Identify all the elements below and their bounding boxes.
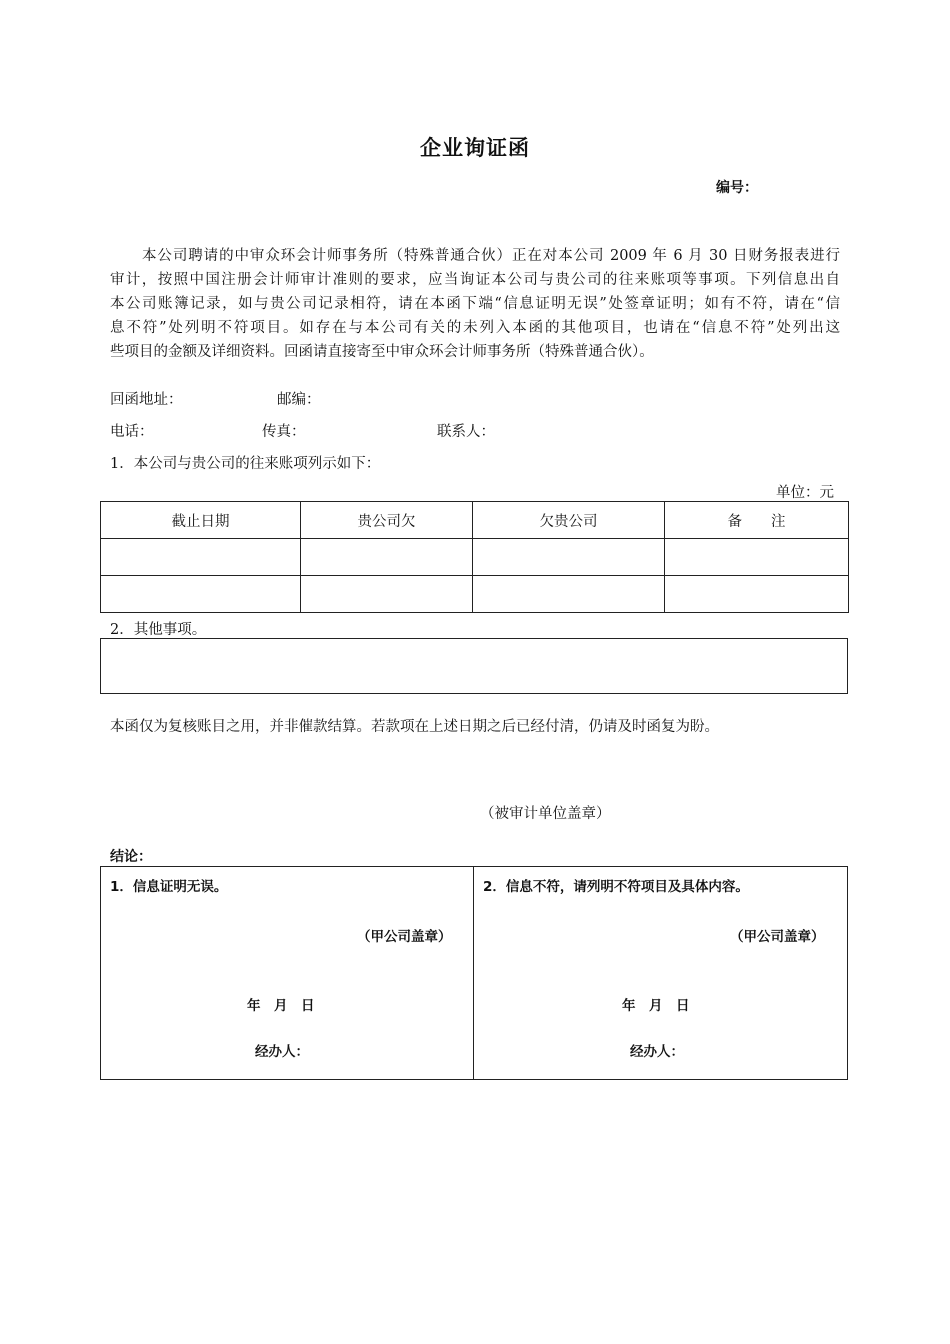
- header-cutoff-date: 截止日期: [101, 502, 301, 539]
- confirm-date-label: 年 月 日: [247, 998, 315, 1014]
- intro-line: 审计，按照中国注册会计师审计准则的要求，应当询证本公司与贵公司的往来账项等事项。下列信息出自: [110, 272, 840, 288]
- intro-line: 本公司聘请的中审众环会计师事务所（特殊普通合伙）正在对本公司 2009 年 6 月 30 日财务报表进行: [142, 248, 840, 264]
- table-header-row: [101, 502, 849, 539]
- intro-line: 本公司账簿记录，如与贵公司记录相符，请在本函下端“信息证明无误”处签章证明；如有不符，请在“信: [110, 296, 840, 312]
- table-cell[interactable]: [665, 539, 849, 576]
- mismatch-date-label: 年 月 日: [622, 998, 690, 1014]
- table-cell[interactable]: [301, 539, 473, 576]
- confirm-seal-label: （甲公司盖章）: [357, 929, 452, 945]
- confirm-heading: 1．信息证明无误。: [110, 879, 228, 895]
- table-row: [101, 576, 849, 613]
- table-cell[interactable]: [473, 576, 665, 613]
- confirm-handler-label: 经办人：: [255, 1044, 309, 1060]
- conclusion-mismatch-cell[interactable]: [474, 867, 847, 1079]
- mismatch-handler-label: 经办人：: [630, 1044, 684, 1060]
- other-matters-box[interactable]: [100, 638, 848, 694]
- document-number-label: 编号：: [716, 180, 758, 196]
- mismatch-heading: 2．信息不符，请列明不符项目及具体内容。: [483, 879, 749, 895]
- table-cell[interactable]: [665, 576, 849, 613]
- table-cell[interactable]: [101, 539, 301, 576]
- intro-line: 些项目的金额及详细资料。回函请直接寄至中审众环会计师事务所（特殊普通合伙）。: [110, 344, 654, 360]
- unit-label: 单位：元: [776, 485, 834, 501]
- mismatch-seal-label: （甲公司盖章）: [730, 929, 825, 945]
- table-cell[interactable]: [101, 576, 301, 613]
- table-row: [101, 539, 849, 576]
- page-title: 企业询证函: [420, 136, 530, 160]
- intro-paragraph: [110, 244, 840, 364]
- table-cell[interactable]: [473, 539, 665, 576]
- header-owed-to-you: 欠贵公司: [473, 502, 665, 539]
- header-owed-by-you: 贵公司欠: [301, 502, 473, 539]
- postcode-label: 邮编：: [277, 392, 321, 408]
- notice-text: 本函仅为复核账目之用，并非催款结算。若款项在上述日期之后已经付清，仍请及时函复为盼。: [110, 719, 719, 735]
- contact-person-label: 联系人：: [437, 424, 495, 440]
- section2-title: 2．其他事项。: [110, 622, 207, 638]
- conclusion-confirm-cell[interactable]: [101, 867, 474, 1079]
- fax-label: 传真：: [262, 424, 306, 440]
- auditee-seal-label: （被审计单位盖章）: [480, 806, 611, 822]
- section1-title: 1．本公司与贵公司的往来账项列示如下：: [110, 456, 381, 472]
- header-remarks: 备 注: [665, 502, 849, 539]
- reply-address-label: 回函地址：: [110, 392, 183, 408]
- conclusion-label: 结论：: [110, 849, 152, 865]
- phone-label: 电话：: [110, 424, 154, 440]
- table-cell[interactable]: [301, 576, 473, 613]
- conclusion-box: [100, 866, 848, 1080]
- intro-line: 息不符”处列明不符项目。如存在与本公司有关的未列入本函的其他项目，也请在“信息不符”处列出这: [110, 320, 840, 336]
- accounts-table: [100, 501, 849, 613]
